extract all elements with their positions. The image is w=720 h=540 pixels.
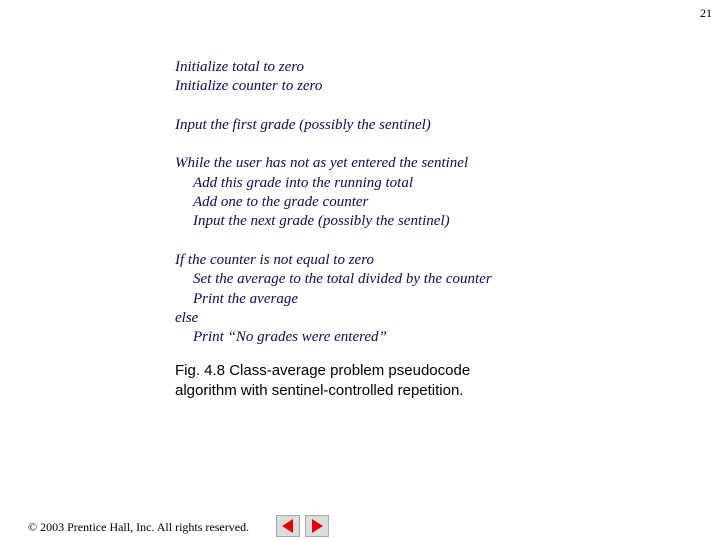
- pseudocode-line: Add one to the grade counter: [193, 194, 369, 211]
- pseudocode-line: Set the average to the total divided by the counter: [193, 271, 492, 288]
- pseudocode-line: Initialize counter to zero: [175, 78, 323, 95]
- pseudocode-line: else: [175, 309, 199, 326]
- pseudocode-line: Input the first grade (possibly the sentinel): [175, 116, 431, 133]
- right-arrow-icon: [306, 516, 328, 536]
- copyright-symbol: ©: [28, 520, 38, 534]
- pseudocode-blank-line: [175, 97, 695, 116]
- pseudocode-line: Print “No grades were entered”: [193, 329, 387, 346]
- pseudocode-line: If the counter is not equal to zero: [175, 251, 374, 268]
- page-number: 21: [700, 6, 712, 20]
- left-arrow-icon: [277, 516, 299, 536]
- pseudocode-line: While the user has not as yet entered the sentinel: [175, 155, 469, 172]
- pseudocode-line: Print the average: [193, 290, 298, 307]
- pseudocode-blank-line: [175, 135, 695, 154]
- caption-line: algorithm with sentinel-controlled repetition.: [175, 382, 464, 399]
- pseudocode-line: Initialize total to zero: [175, 59, 305, 75]
- copyright-text: 2003 Prentice Hall, Inc. All rights reserved.: [37, 520, 250, 534]
- figure-caption: [175, 361, 605, 401]
- next-slide-button[interactable]: [305, 515, 329, 537]
- pseudocode-line: Add this grade into the running total: [193, 174, 413, 191]
- pseudocode-line: Input the next grade (possibly the sentinel): [193, 213, 450, 230]
- copyright-footer: [28, 520, 249, 535]
- caption-line: Fig. 4.8 Class-average problem pseudocode: [175, 362, 471, 379]
- pseudocode-block: [175, 58, 695, 347]
- previous-slide-button[interactable]: [276, 515, 300, 537]
- pseudocode-blank-line: [175, 232, 695, 251]
